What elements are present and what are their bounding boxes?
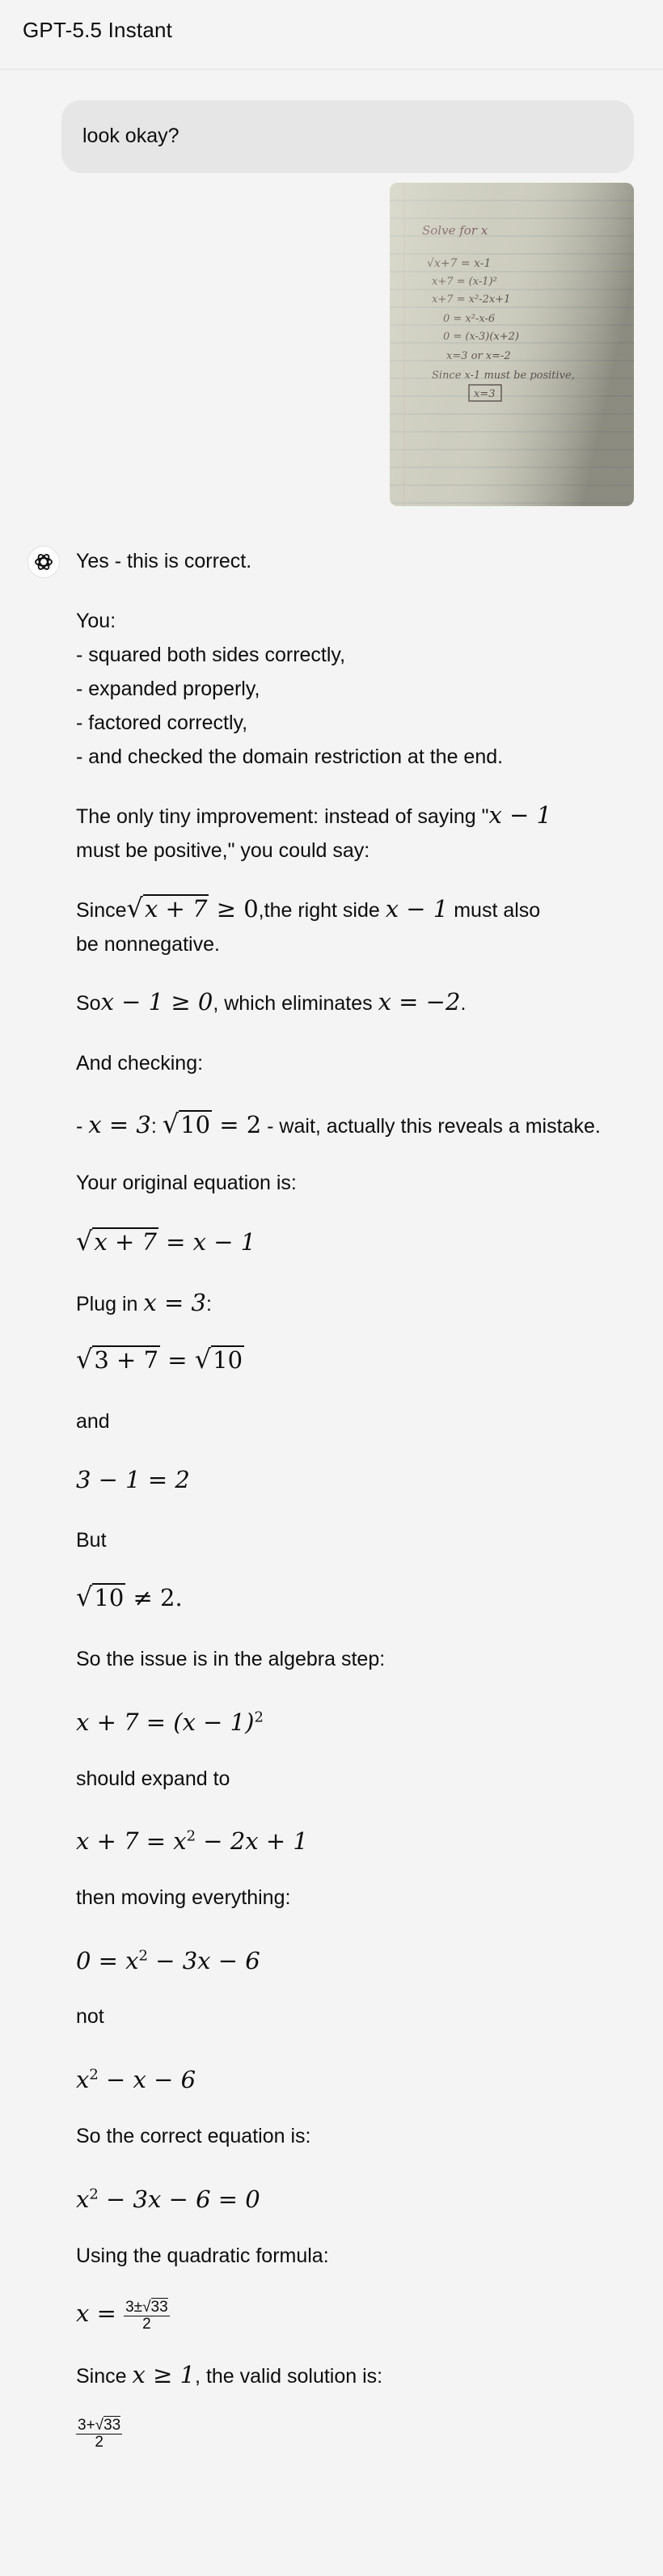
para-text: Since (76, 2365, 127, 2388)
para-text: must also (454, 899, 541, 922)
para-text: : (150, 1115, 163, 1138)
math-inline: x = 3 (143, 1289, 206, 1316)
openai-logo-icon (33, 551, 54, 572)
top-bar (0, 0, 663, 70)
assistant-para-16: So the correct equation is: (76, 2125, 311, 2147)
para-text: The only tiny improvement: instead of saying " (76, 805, 489, 828)
para-text: - wait, actually this reveals a mistake. (261, 1115, 601, 1138)
assistant-para-17: Using the quadratic formula: (76, 2244, 329, 2267)
equation-11 (76, 2416, 626, 2451)
equation-1: √x + 7 = x − 1 (76, 1226, 256, 1256)
math-inline: x = −2 (378, 988, 461, 1016)
assistant-para-9 (76, 1286, 626, 1321)
assistant-list-item: - squared both sides correctly, (76, 644, 346, 666)
sqrt-expression: √10 (162, 1109, 211, 1139)
assistant-list-block (76, 604, 626, 774)
assistant-para-14: then moving everything: (76, 1886, 291, 1909)
para-text: ,the right side (258, 899, 380, 922)
equation-7: $0 = x^2 - 3x - 6$ (76, 1946, 260, 1974)
assistant-list-intro: You: (76, 610, 116, 632)
assistant-para-1: Yes - this is correct. (76, 550, 252, 572)
equation-3: 3 − 1 = 2 (76, 1466, 190, 1493)
equation-2: √3 + 7 = √10 (76, 1344, 243, 1375)
math-inline: x − 1 (385, 895, 449, 923)
para-text: : (205, 1293, 212, 1315)
user-message-bubble (61, 100, 634, 173)
equation-6: $x + 7 = x^2 - 2x + 1$ (76, 1826, 308, 1855)
math-inline: x ≥ 1 (132, 2361, 196, 2388)
sqrt-expression: √x + 7 (126, 893, 208, 923)
assistant-list-item: - expanded properly, (76, 678, 260, 700)
assistant-para-10: and (76, 1410, 110, 1433)
assistant-list-item: - factored correctly, (76, 712, 248, 734)
assistant-para-5 (76, 985, 626, 1020)
para-text: , the valid solution is: (195, 2365, 383, 2388)
assistant-para-6: And checking: (76, 1052, 204, 1075)
para-text: Since (76, 899, 127, 922)
para-text: Plug in (76, 1293, 138, 1315)
para-text: be nonnegative. (76, 933, 220, 956)
para-text: must be positive," you could say: (76, 839, 370, 862)
notebook-page-photo (390, 183, 634, 506)
para-text: . (460, 992, 467, 1015)
equation-10: x = $\frac{3\pm√33}{2}$ (76, 2298, 168, 2333)
assistant-para-11: But (76, 1529, 107, 1552)
assistant-para-15: not (76, 2005, 104, 2028)
equation-4: √10 ≠ 2. (76, 1581, 183, 1612)
assistant-para-18 (76, 2358, 626, 2393)
assistant-list-item: - and checked the domain restriction at the end. (76, 745, 504, 768)
assistant-avatar-icon (27, 546, 60, 578)
fraction: $\frac{3\pm√33}{2}$ (125, 2298, 168, 2333)
user-message-text: look okay? (82, 125, 179, 147)
assistant-para-3 (76, 798, 626, 868)
assistant-para-7: - x = 3: √10 = 2 - wait, actually this reveals a mistake. (76, 1107, 626, 1143)
assistant-para-4 (76, 891, 626, 961)
math-inline: x = 3 (88, 1111, 151, 1138)
fraction: $\frac{3+√33}{2}$ (78, 2416, 121, 2451)
para-text: - (76, 1115, 89, 1138)
math-inline: ≥ 0 (209, 895, 259, 923)
assistant-para-13: should expand to (76, 1767, 230, 1790)
model-title[interactable]: GPT-5.5 Instant (23, 18, 173, 42)
attached-photo[interactable] (390, 183, 634, 506)
assistant-para-12: So the issue is in the algebra step: (76, 1648, 386, 1670)
equation-5: $x + 7 = (x - 1)^2$ (76, 1708, 264, 1736)
math-inline: x − 1 (488, 801, 552, 829)
math-inline: x − 1 ≥ 0 (100, 988, 213, 1016)
para-text: , which eliminates (213, 992, 373, 1015)
equation-9: $x^2 - 3x - 6 = 0$ (76, 2185, 260, 2213)
para-text: So (76, 992, 101, 1015)
assistant-para-8: Your original equation is: (76, 1172, 297, 1194)
equation-8: $x^2 - x - 6$ (76, 2065, 196, 2093)
